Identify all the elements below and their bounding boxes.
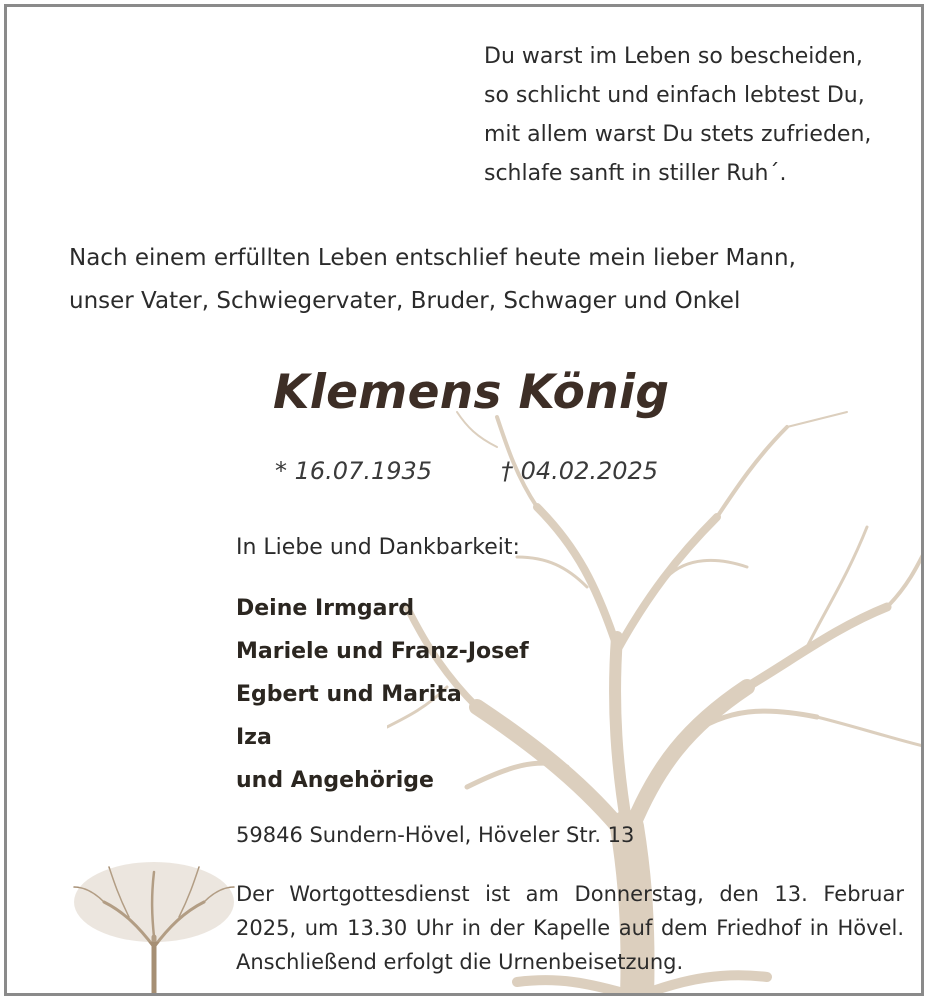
intro-line: Nach einem erfüllten Leben entschlief heute mein lieber Mann, (69, 245, 796, 271)
deceased-name: Klemens König (273, 365, 670, 420)
mourner-name: Mariele und Franz-Josef (236, 639, 529, 664)
thanks-heading: In Liebe und Dankbarkeit: (236, 535, 520, 560)
death-date: † 04.02.2025 (501, 457, 659, 485)
small-tree-image (69, 857, 239, 996)
service-info: Der Wortgottesdienst ist am Donnerstag, den 13. Februar 2025, um 13.30 Uhr in der Kapelle auf dem Friedhof in Hövel. Anschließend erfolgt die Urnenbeisetzung. (236, 882, 904, 974)
address: 59846 Sundern-Hövel, Höveler Str. 13 (236, 823, 635, 847)
poem-verse (484, 37, 871, 193)
poem-line: mit allem warst Du stets zufrieden, (484, 122, 872, 147)
poem-line: schlafe sanft in stiller Ruh´. (484, 161, 787, 186)
mourner-name: Iza (236, 725, 272, 750)
intro-line: unser Vater, Schwiegervater, Bruder, Schwager und Onkel (69, 288, 741, 314)
poem-line: so schlicht und einfach lebtest Du, (484, 83, 865, 108)
mourner-name: Deine Irmgard (236, 596, 415, 621)
mourner-name: und Angehörige (236, 768, 434, 793)
intro-text (69, 237, 796, 323)
mourner-name: Egbert und Marita (236, 682, 462, 707)
obituary-frame (4, 4, 924, 996)
birth-date: * 16.07.1935 (275, 457, 433, 485)
poem-line: Du warst im Leben so bescheiden, (484, 44, 863, 69)
mourners-list (236, 587, 529, 802)
